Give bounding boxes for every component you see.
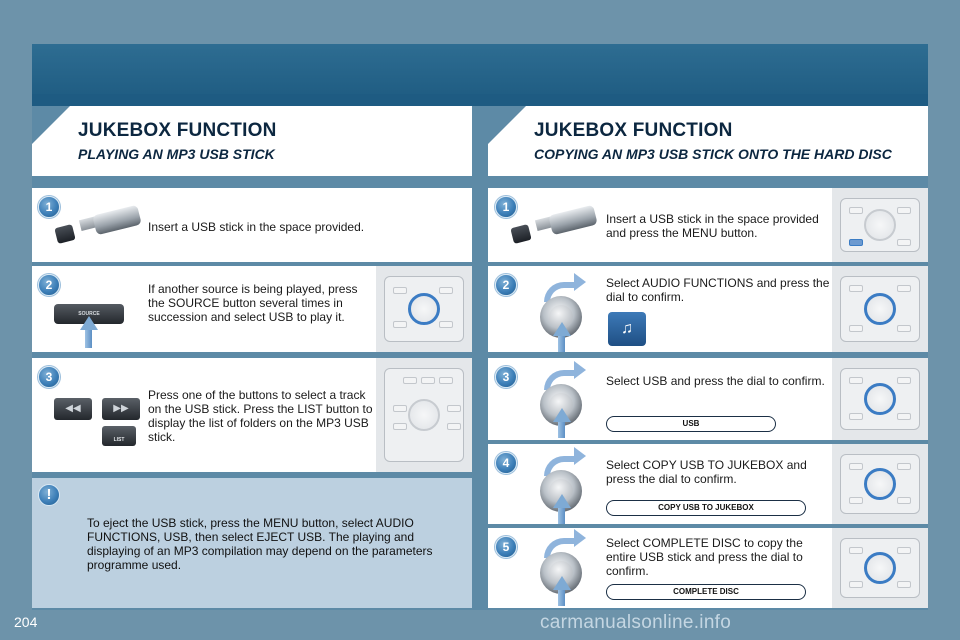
menu-option-pill: COPY USB TO JUKEBOX [606,500,806,516]
audio-functions-icon: ♫ [608,312,646,346]
menu-option-pill: COMPLETE DISC [606,584,806,600]
press-arrow-head-icon [553,408,571,422]
step-text: Insert a USB stick in the space provided. [148,220,365,234]
right-subtitle: COPYING AN MP3 USB STICK ONTO THE HARD DISC [534,146,892,162]
step-badge-icon: 3 [495,366,517,388]
previous-track-icon: ◀◀ [54,398,92,420]
right-step-1 [488,188,928,262]
press-arrow-head-icon [80,316,98,330]
corner-notch [488,106,526,144]
step-text: Select AUDIO FUNCTIONS and press the dial to confirm. [606,276,830,304]
page-number: 204 [14,614,38,630]
step-text: Select COPY USB TO JUKEBOX and press the dial to confirm. [606,458,807,486]
step-badge-icon: 2 [495,274,517,296]
step-text: Select COMPLETE DISC to copy the entire USB stick and press the dial to confirm. [606,536,803,578]
menu-option-pill: USB [606,416,776,432]
right-title: JUKEBOX FUNCTION [534,120,733,141]
left-title: JUKEBOX FUNCTION [78,120,277,141]
usb-stick-icon [72,208,142,234]
right-step-2 [488,266,928,352]
step-text: Select USB and press the dial to confirm. [606,374,825,388]
right-header [488,106,928,176]
watermark-text: carmanualsonline.info [540,612,732,633]
step-text: Insert a USB stick in the space provided and press the MENU button. [606,212,819,240]
exclamation-icon: ! [38,484,60,506]
step-badge-icon: 5 [495,536,517,558]
rotate-arrow-head-icon [574,529,586,547]
step-text: Press one of the buttons to select a track on the USB stick. Press the LIST button to display the list of folders on the MP3 USB stick. [148,388,373,444]
rotate-arrow-head-icon [574,273,586,291]
left-subtitle: PLAYING AN MP3 USB STICK [78,146,275,162]
press-arrow-icon [85,328,92,348]
step-badge-icon: 3 [38,366,60,388]
console-photo [376,358,472,472]
console-photo [832,266,928,352]
list-button-icon: LIST [102,426,136,446]
right-step-4 [488,444,928,524]
console-photo [832,188,928,262]
top-band [32,44,928,106]
press-arrow-head-icon [553,494,571,508]
left-step-3 [32,358,472,472]
press-arrow-head-icon [553,322,571,336]
source-button-icon: SOURCE [54,304,124,324]
rotate-arrow-head-icon [574,447,586,465]
console-photo [832,358,928,440]
warning-text: To eject the USB stick, press the MENU button, select AUDIO FUNCTIONS, USB, then select EJECT USB. The playing and displaying of an MP3 compilation may depend on the parameters programme used. [87,516,433,572]
press-arrow-head-icon [553,576,571,590]
right-step-5 [488,528,928,608]
step-text: If another source is being played, press the SOURCE button several times in succession and select USB to play it. [148,282,358,324]
console-photo [376,266,472,352]
next-track-icon: ▶▶ [102,398,140,420]
right-step-3 [488,358,928,440]
step-badge-icon: 2 [38,274,60,296]
warning-box [32,478,472,608]
step-badge-icon: 4 [495,452,517,474]
step-badge-icon: 1 [38,196,60,218]
left-step-1 [32,188,472,262]
left-step-2 [32,266,472,352]
console-photo [832,528,928,608]
console-photo [832,444,928,524]
rotate-arrow-head-icon [574,361,586,379]
step-badge-icon: 1 [495,196,517,218]
left-header [32,106,472,176]
usb-stick-icon [528,208,598,234]
corner-notch [32,106,70,144]
